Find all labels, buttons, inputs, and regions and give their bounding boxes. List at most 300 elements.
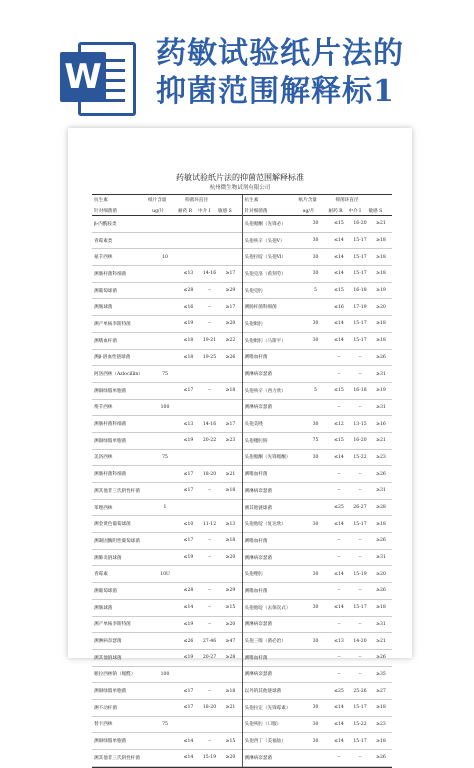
cell-sensitive: ≥21 (376, 221, 386, 227)
cell-content: 100 (160, 671, 170, 677)
cell-antibiotic: 测葡萄球菌 (94, 588, 117, 594)
header-intermediate: 中介 I (348, 209, 361, 214)
cell-sensitive: ≥28 (225, 655, 236, 661)
cell-sensitive: ≥18 (376, 738, 386, 744)
cell-antibiotic: 头孢呋辛（西力欣） (244, 388, 286, 394)
table-row (92, 266, 242, 283)
cell-resistant: ≤14 (183, 738, 194, 744)
table-row (92, 416, 242, 433)
cell-antibiotic: 测嗜血杆菌 (244, 355, 268, 361)
cell-resistant: ≤17 (183, 488, 194, 494)
cell-sensitive: ≥15 (225, 605, 236, 611)
cell-resistant: ≤26 (183, 638, 194, 644)
cell-antibiotic: 测嗜血杆菌 (244, 588, 268, 594)
cell-sensitive: ≥26 (376, 755, 386, 761)
table-header (243, 195, 393, 216)
cell-antibiotic: 头孢呋肟（口服） (244, 722, 282, 728)
cell-intermediate: 18-20 (202, 471, 217, 477)
cell-sensitive: ≥18 (225, 488, 236, 494)
cell-antibiotic: 测产单核李斯特菌 (94, 321, 131, 327)
cell-sensitive: ≥26 (376, 538, 386, 544)
cell-resistant: -- (337, 655, 341, 661)
cell-content: 30 (312, 705, 319, 711)
cell-antibiotic: 测葡萄球菌 (94, 288, 117, 294)
table-row (243, 617, 393, 634)
cell-antibiotic: 测其他链球菌 (244, 505, 273, 511)
cell-sensitive: ≥18 (376, 338, 386, 344)
cell-intermediate: -- (207, 304, 212, 310)
cell-sensitive: ≥21 (225, 705, 236, 711)
cell-sensitive: ≥18 (376, 321, 386, 327)
cell-sensitive: ≥26 (376, 655, 386, 661)
cell-resistant: ≤28 (183, 288, 194, 294)
table-row (92, 283, 242, 300)
header-content: 纸片含量 (148, 198, 167, 203)
cell-resistant: ≤14 (183, 755, 194, 761)
cell-intermediate: 17-19 (353, 304, 367, 310)
cell-sensitive: ≥18 (376, 271, 386, 277)
cell-sensitive: ≥18 (376, 254, 386, 260)
cell-resistant: ≤28 (183, 588, 194, 594)
cell-resistant: ≤17 (183, 538, 194, 544)
cell-content: 30 (312, 571, 319, 577)
header-zone: 抑菌环直径 (185, 198, 208, 203)
table-row (243, 600, 393, 617)
cell-content: 30 (312, 238, 319, 244)
table-row (92, 683, 242, 700)
cell-sensitive: ≥21 (376, 438, 386, 444)
cell-resistant: ≤17 (183, 688, 194, 694)
table-row (243, 700, 393, 717)
cell-intermediate: -- (207, 388, 212, 394)
cell-intermediate: 16-20 (353, 438, 367, 444)
cell-sensitive: ≥18 (225, 538, 236, 544)
cell-antibiotic: 测其他非三氏阴性杆菌 (94, 755, 140, 761)
cell-sensitive: ≥20 (225, 755, 236, 761)
table-header (92, 195, 242, 216)
cell-intermediate: -- (358, 354, 362, 360)
cell-antibiotic: 头孢吡肟（马斯平） (244, 338, 286, 344)
cell-resistant: -- (337, 671, 341, 677)
cell-sensitive: ≥28 (376, 505, 386, 511)
table-row (243, 717, 393, 734)
cell-antibiotic: 头孢他啶（复达欣） (244, 522, 286, 528)
cell-intermediate: -- (358, 488, 362, 494)
cell-intermediate: 15-19 (202, 755, 217, 761)
cell-content: 30 (312, 521, 319, 527)
cell-antibiotic: 测铜绿假单胞菌 (94, 739, 127, 745)
cell-content: 75 (162, 371, 168, 377)
cell-sensitive: ≥29 (225, 288, 236, 294)
cell-resistant: ≤15 (334, 438, 344, 444)
table-row (92, 350, 242, 367)
cell-intermediate: 16-18 (353, 388, 367, 394)
cell-resistant: ≤14 (334, 721, 344, 727)
cell-resistant: ≤25 (334, 505, 344, 511)
table-row (92, 500, 242, 517)
cell-intermediate: 15-17 (353, 238, 367, 244)
cell-resistant: ≤14 (334, 254, 344, 260)
cell-intermediate: -- (358, 538, 362, 544)
cell-resistant: ≤17 (183, 471, 194, 477)
cell-antibiotic: 羧苄西林 (94, 405, 113, 411)
cell-intermediate: -- (358, 471, 362, 477)
page-title-line-2: 抑菌范围解释标1 (156, 74, 395, 109)
cell-resistant: ≤19 (183, 621, 194, 627)
cell-resistant: ≤14 (183, 605, 194, 611)
cell-antibiotic: 测淋病奈瑟菌 (244, 405, 273, 411)
cell-resistant: -- (337, 488, 341, 494)
cell-resistant: -- (337, 404, 341, 410)
cell-intermediate: 15-17 (353, 338, 367, 344)
cell-sensitive: ≥23 (376, 721, 386, 727)
table-row (243, 500, 393, 517)
cell-intermediate: 15-17 (353, 705, 367, 711)
table-row (243, 216, 393, 233)
cell-antibiotic: 阿洛西林（Azlocillin） (94, 372, 143, 378)
cell-resistant: ≤14 (334, 238, 344, 244)
table-left-half (92, 195, 243, 767)
cell-sensitive: ≥22 (225, 338, 236, 344)
cell-content: 30 (312, 338, 319, 344)
table-row (92, 450, 242, 467)
cell-intermediate: 13-15 (353, 421, 367, 427)
table-row (243, 400, 393, 417)
table-row (92, 233, 242, 250)
cell-resistant: ≤14 (334, 454, 344, 460)
document-subtitle: 杭州微生物试剂有限公司 (209, 185, 271, 191)
cell-antibiotic: 测β-溶血性链球菌 (94, 355, 131, 361)
cell-antibiotic: 美洛西林 (94, 455, 113, 461)
cell-antibiotic: β-内酰胺类 (94, 221, 117, 227)
cell-intermediate: 15-22 (353, 721, 367, 727)
cell-sensitive: ≥26 (376, 354, 386, 360)
cell-content: 10U (160, 571, 170, 577)
table-row (92, 700, 242, 717)
cell-resistant: -- (337, 555, 341, 561)
cell-sensitive: ≥26 (376, 588, 386, 594)
table-row (92, 717, 242, 734)
table-row (92, 299, 242, 316)
cell-antibiotic: 头孢克洛（希刻劳） (244, 271, 286, 277)
cell-sensitive: ≥27 (376, 688, 386, 694)
cell-intermediate: 15-17 (353, 254, 367, 260)
cell-antibiotic: 测淋病奈瑟菌 (244, 555, 273, 561)
table-row (92, 667, 242, 684)
cell-sensitive: ≥29 (225, 588, 236, 594)
cell-intermediate: -- (207, 538, 212, 544)
cell-antibiotic: 测淋病奈瑟菌 (244, 488, 273, 494)
cell-intermediate: -- (207, 488, 212, 494)
cell-content: 30 (312, 454, 319, 460)
cell-antibiotic: 测肠杆菌科细菌 (244, 305, 277, 311)
cell-antibiotic: 测淋病奈瑟菌 (244, 755, 273, 761)
cell-resistant: ≤14 (334, 571, 344, 577)
table-row (243, 633, 393, 650)
cell-sensitive: ≥17 (225, 304, 236, 310)
cell-intermediate: -- (358, 588, 362, 594)
table-row (92, 216, 242, 233)
table-row (243, 650, 393, 667)
cell-antibiotic: 测嗜血杆菌 (94, 338, 117, 344)
cell-resistant: ≤13 (334, 638, 344, 644)
table-row (243, 733, 393, 750)
table-row (243, 550, 393, 567)
cell-antibiotic: 测产单核李斯特菌 (94, 622, 131, 628)
table-row (243, 583, 393, 600)
cell-content: 30 (312, 254, 319, 260)
table-row (92, 433, 242, 450)
cell-resistant: -- (337, 621, 341, 627)
cell-antibiotic: 头孢吡肟 (244, 321, 263, 327)
cell-intermediate: 15-17 (353, 271, 367, 277)
cell-antibiotic: 测凝固酶阴性葡萄球菌 (94, 538, 140, 544)
cell-antibiotic: 测不动杆菌 (94, 705, 117, 711)
cell-sensitive: ≥18 (376, 238, 386, 244)
cell-resistant: ≤15 (334, 221, 344, 227)
cell-sensitive: ≥31 (376, 555, 386, 561)
cell-resistant: ≤14 (334, 605, 344, 611)
cell-intermediate: 15-19 (353, 571, 367, 577)
cell-intermediate: 20-22 (202, 438, 217, 444)
cell-intermediate: 14-16 (202, 421, 217, 427)
cell-intermediate: -- (207, 738, 212, 744)
table-row (243, 316, 393, 333)
table-row (92, 400, 242, 417)
header-sensitive: 敏感 S (218, 209, 232, 214)
cell-sensitive: ≥20 (376, 304, 386, 310)
cell-intermediate: 19-25 (202, 354, 217, 360)
cell-intermediate: 14-16 (202, 271, 217, 277)
cell-antibiotic: 头孢美唑 (244, 422, 263, 428)
cell-sensitive: ≥26 (225, 354, 236, 360)
table-row (243, 667, 393, 684)
cell-content: 1 (163, 505, 167, 511)
cell-intermediate: 11-12 (202, 521, 217, 527)
header-resistant: 耐药 R (328, 209, 343, 214)
cell-antibiotic: 测嗜血杆菌 (244, 472, 268, 478)
table-row (243, 283, 393, 300)
table-row (92, 617, 242, 634)
cell-antibiotic: 头孢西丁（美福仙） (244, 739, 286, 745)
cell-resistant: ≤14 (334, 321, 344, 327)
table-row (92, 366, 242, 383)
cell-intermediate: -- (207, 321, 212, 327)
cell-antibiotic: 青霉素类 (94, 238, 113, 244)
table-row (243, 483, 393, 500)
table-row (243, 466, 393, 483)
cell-resistant: ≤14 (334, 271, 344, 277)
cell-antibiotic: 测淋病奈瑟菌 (94, 639, 122, 645)
document-preview[interactable] (68, 128, 412, 761)
cell-antibiotic: 头孢呋辛（头孢Ⅴ） (244, 238, 285, 244)
cell-antibiotic: 测肠杆菌科细菌 (94, 271, 127, 277)
cell-resistant: -- (337, 354, 341, 360)
table-row (243, 333, 393, 350)
cell-resistant: ≤19 (183, 555, 194, 561)
table-row (243, 383, 393, 400)
cell-antibiotic: 替卡西林 (94, 722, 113, 728)
cell-antibiotic: 测其他非三氏阴性杆菌 (94, 488, 140, 494)
table-row (92, 600, 242, 617)
cell-antibiotic: 哌拉西林钠（哌醛） (94, 672, 136, 678)
table-row (243, 450, 393, 467)
cell-content: 75 (312, 438, 319, 444)
cell-resistant: -- (337, 538, 341, 544)
table-row (92, 466, 242, 483)
table-row (92, 566, 242, 583)
cell-content: 30 (312, 738, 319, 744)
cell-content: 30 (312, 271, 319, 277)
cell-intermediate: 15-17 (353, 321, 367, 327)
cell-sensitive: ≥16 (376, 421, 386, 427)
cell-sensitive: ≥19 (376, 388, 386, 394)
cell-intermediate: -- (207, 621, 212, 627)
cell-antibiotic: 青霉素 (94, 572, 108, 578)
cell-intermediate: 26-27 (353, 505, 367, 511)
cell-resistant: ≤18 (183, 354, 194, 360)
cell-sensitive: ≥26 (376, 471, 386, 477)
table-row (243, 433, 393, 450)
cell-intermediate: 25-26 (353, 688, 367, 694)
cell-sensitive: ≥20 (376, 571, 386, 577)
cell-content: 30 (312, 421, 319, 427)
table-row (92, 650, 242, 667)
cell-sensitive: ≥18 (376, 705, 386, 711)
cell-antibiotic: 头孢三嗪（菌必治） (244, 639, 286, 645)
cell-intermediate: -- (207, 688, 212, 694)
cell-intermediate: 15-17 (353, 605, 367, 611)
cell-antibiotic: 头孢哌酮（先锋必） (244, 221, 286, 227)
cell-antibiotic: 以外的其他链球菌 (244, 689, 282, 695)
cell-antibiotic: 测肠球菌 (94, 605, 113, 611)
cell-antibiotic: 测肠杆菌科细菌 (94, 422, 127, 428)
table-row (243, 416, 393, 433)
table-row (243, 516, 393, 533)
cell-resistant: ≤17 (183, 388, 194, 394)
cell-sensitive: ≥31 (376, 488, 386, 494)
cell-intermediate: 14-20 (353, 638, 367, 644)
cell-antibiotic: 头孢他啶（去保次式） (244, 605, 291, 611)
cell-intermediate: 20-27 (202, 655, 217, 661)
table-row (92, 733, 242, 750)
table-row (92, 750, 242, 767)
header-antibiotic: 抗生素 (94, 198, 108, 203)
cell-antibiotic: 测其他链球菌 (94, 655, 122, 661)
cell-intermediate: 27-46 (202, 638, 217, 644)
table-row (92, 316, 242, 333)
cell-intermediate: -- (207, 555, 212, 561)
header-intermediate: 中介 I (198, 209, 211, 214)
cell-intermediate: 16-18 (353, 288, 367, 294)
cell-sensitive: ≥47 (225, 638, 236, 644)
cell-resistant: ≤15 (334, 388, 344, 394)
cell-resistant: ≤17 (183, 705, 194, 711)
header-resistant: 耐药 R (178, 209, 193, 214)
table-row (92, 483, 242, 500)
cell-antibiotic: 测肠杆菌科细菌 (94, 472, 127, 478)
cell-content: 5 (314, 388, 317, 394)
cell-resistant: ≤12 (334, 421, 344, 427)
cell-intermediate: 15-17 (353, 738, 367, 744)
cell-resistant: ≤16 (183, 304, 194, 310)
cell-antibiotic: 测淋病奈瑟菌 (244, 372, 273, 378)
cell-intermediate: 18-20 (202, 705, 217, 711)
cell-antibiotic: 头孢拉定（先锋霉素） (244, 705, 291, 711)
cell-content: 30 (312, 605, 319, 611)
cell-resistant: -- (337, 371, 341, 377)
cell-sensitive: ≥19 (376, 288, 386, 294)
cell-antibiotic: 头孢唑肟 (244, 572, 263, 578)
cell-resistant: ≤19 (183, 438, 194, 444)
cell-antibiotic: 测铜绿假单胞菌 (94, 689, 127, 695)
word-icon-letter: W (60, 52, 106, 102)
cell-antibiotic: 测肠球菌 (94, 305, 113, 311)
cell-content: 5 (314, 288, 317, 294)
header-sensitive: 敏感 S (368, 209, 383, 214)
cell-antibiotic: 苯唑西林 (94, 505, 113, 511)
cell-intermediate: -- (207, 288, 212, 294)
table-right-half (243, 195, 393, 767)
cell-content: 30 (312, 321, 319, 327)
cell-antibiotic: 头孢哌酮（先锋哌酮） (244, 455, 291, 461)
cell-antibiotic: 头孢拉啶（头孢Ⅵ） (244, 255, 286, 261)
cell-resistant: ≤19 (183, 321, 194, 327)
cell-content: 75 (162, 721, 168, 727)
cell-sensitive: ≥18 (225, 388, 236, 394)
cell-intermediate: -- (358, 371, 362, 377)
cell-intermediate: -- (358, 555, 362, 561)
cell-resistant: ≤14 (334, 338, 344, 344)
cell-resistant: ≤25 (334, 688, 344, 694)
cell-antibiotic: 测淋病奈瑟菌 (244, 622, 273, 628)
cell-antibiotic: 测铜绿假单胞菌 (94, 438, 127, 444)
cell-content: 30 (312, 221, 319, 227)
cell-intermediate: -- (358, 755, 362, 761)
cell-resistant: ≤14 (334, 705, 344, 711)
table-row (92, 550, 242, 567)
header-antibiotic: 抗生素 (244, 198, 259, 203)
cell-resistant: ≤18 (183, 338, 194, 344)
document-title: 药敏试验纸片法的抑菌范围解释标准 (176, 173, 304, 182)
cell-sensitive: ≥18 (376, 605, 386, 611)
cell-antibiotic: 测淋病奈瑟菌 (244, 672, 273, 678)
table-row (243, 266, 393, 283)
cell-content: 30 (312, 721, 319, 727)
cell-content: 30 (312, 638, 319, 644)
cell-antibiotic: 头孢噻肟钠 (244, 438, 268, 444)
cell-resistant: ≤19 (183, 655, 194, 661)
table-row (243, 566, 393, 583)
header-unit: ug/片 (152, 209, 165, 214)
cell-resistant: -- (337, 471, 341, 477)
table-row (243, 233, 393, 250)
cell-resistant: ≤13 (183, 271, 194, 277)
cell-resistant: -- (337, 588, 341, 594)
cell-intermediate: -- (207, 605, 212, 611)
table-row (92, 333, 242, 350)
table-row (92, 249, 242, 266)
cell-content: 75 (162, 454, 168, 460)
cell-sensitive: ≥35 (376, 671, 386, 677)
cell-content: 100 (160, 404, 170, 410)
cell-sensitive: ≥31 (376, 621, 386, 627)
susceptibility-table (92, 194, 392, 768)
cell-intermediate: -- (207, 588, 212, 594)
cell-intermediate: 19-21 (202, 338, 217, 344)
cell-intermediate: -- (358, 621, 362, 627)
table-row (243, 299, 393, 316)
